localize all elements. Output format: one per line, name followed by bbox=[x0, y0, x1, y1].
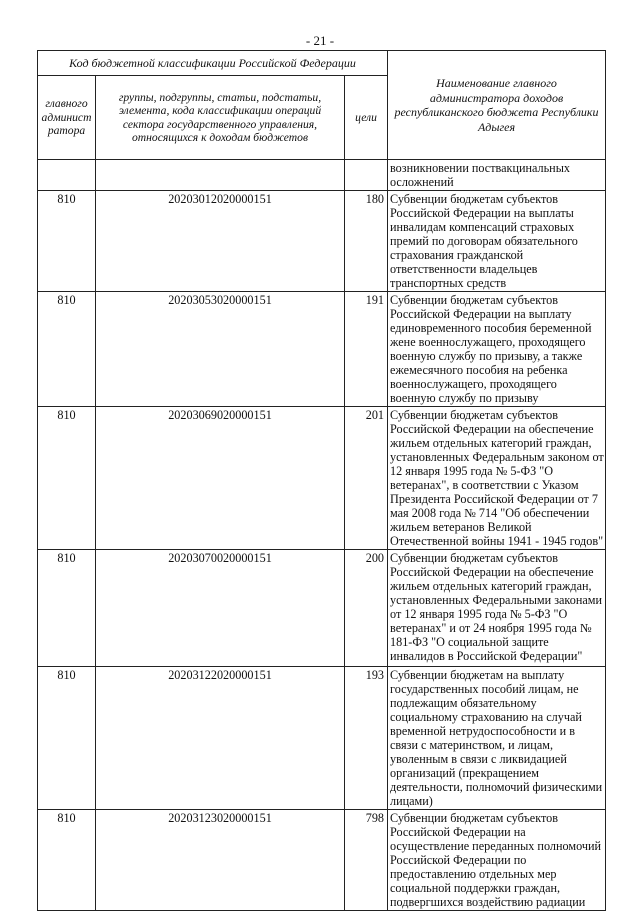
classification-code: 20203069020000151 bbox=[96, 407, 345, 550]
table-row bbox=[38, 191, 606, 292]
row-description: Субвенции бюджетам субъектов Российской Федерации на выплату единовременного пособия беременной жене военнослужащего, проходящего военную службу по призыву, а также ежемесячного пособия на ребенка военнослужащего, проходящего военную службу по призыву bbox=[388, 292, 606, 407]
target-code: 201 bbox=[345, 407, 388, 550]
table-row bbox=[38, 667, 606, 810]
header-budget-code: Код бюджетной классификации Российской Федерации bbox=[38, 51, 388, 76]
header-administrator-name: Наименование главного администратора доходов республиканского бюджета Республики Адыгея bbox=[388, 51, 606, 160]
admin-code: 810 bbox=[38, 407, 96, 550]
table-row bbox=[38, 292, 606, 407]
budget-classification-table bbox=[37, 50, 606, 911]
header-admin: главного админист ратора bbox=[38, 76, 96, 160]
classification-code: 20203070020000151 bbox=[96, 550, 345, 667]
admin-code: 810 bbox=[38, 550, 96, 667]
row-description: Субвенции бюджетам субъектов Российской Федерации на обеспечение жильем отдельных категорий граждан, установленных Федеральным законом от 12 января 1995 года № 5-ФЗ "О ветеранах", в соответствии с Указом Президента Российской Федерации от 7 мая 2008 года № 714 "Об обеспечении жильем ветеранов Великой Отечественной войны 1941 - 1945 годов" bbox=[388, 407, 606, 550]
continuation-code-cell bbox=[96, 160, 345, 191]
target-code: 180 bbox=[345, 191, 388, 292]
continuation-target-cell bbox=[345, 160, 388, 191]
row-description: Субвенции бюджетам субъектов Российской Федерации на осуществление переданных полномочий Российской Федерации по предоставлению отдельных мер социальной поддержки граждан, подвергшихся воздействию радиации bbox=[388, 810, 606, 911]
target-code: 200 bbox=[345, 550, 388, 667]
row-description: Субвенции бюджетам на выплату государственных пособий лицам, не подлежащим обязательному социальному страхованию на случай временной нетрудоспособности и в связи с материнством, и лицам, уволенным в связи с ликвидацией организаций (прекращением деятельности, полномочий физическими лицами) bbox=[388, 667, 606, 810]
admin-code: 810 bbox=[38, 667, 96, 810]
row-description: Субвенции бюджетам субъектов Российской Федерации на обеспечение жильем отдельных категорий граждан, установленных Федеральными законами от 12 января 1995 года № 5-ФЗ "О ветеранах" и от 24 ноября 1995 года № 181-ФЗ "О социальной защите инвалидов в Российской Федерации" bbox=[388, 550, 606, 667]
admin-code: 810 bbox=[38, 810, 96, 911]
target-code: 193 bbox=[345, 667, 388, 810]
header-group: группы, подгруппы, статьи, подстатьи, элемента, кода классификации операций сектора государственного управления, относящихся к доходам бюджетов bbox=[96, 76, 345, 160]
table-row bbox=[38, 407, 606, 550]
continuation-row bbox=[38, 160, 606, 191]
admin-code: 810 bbox=[38, 292, 96, 407]
classification-code: 20203123020000151 bbox=[96, 810, 345, 911]
continuation-text: возникновении поствакцинальных осложнений bbox=[388, 160, 606, 191]
table-row bbox=[38, 810, 606, 911]
admin-code: 810 bbox=[38, 191, 96, 292]
page-number: - 21 - bbox=[305, 33, 335, 48]
classification-code: 20203053020000151 bbox=[96, 292, 345, 407]
target-code: 191 bbox=[345, 292, 388, 407]
continuation-admin-cell bbox=[38, 160, 96, 191]
table-row bbox=[38, 550, 606, 667]
target-code: 798 bbox=[345, 810, 388, 911]
header-row-code bbox=[38, 51, 606, 76]
row-description: Субвенции бюджетам субъектов Российской Федерации на выплаты инвалидам компенсаций страховых премий по договорам обязательного страхования гражданской ответственности владельцев транспортных средств bbox=[388, 191, 606, 292]
classification-code: 20203012020000151 bbox=[96, 191, 345, 292]
header-target: цели bbox=[345, 76, 388, 160]
classification-code: 20203122020000151 bbox=[96, 667, 345, 810]
